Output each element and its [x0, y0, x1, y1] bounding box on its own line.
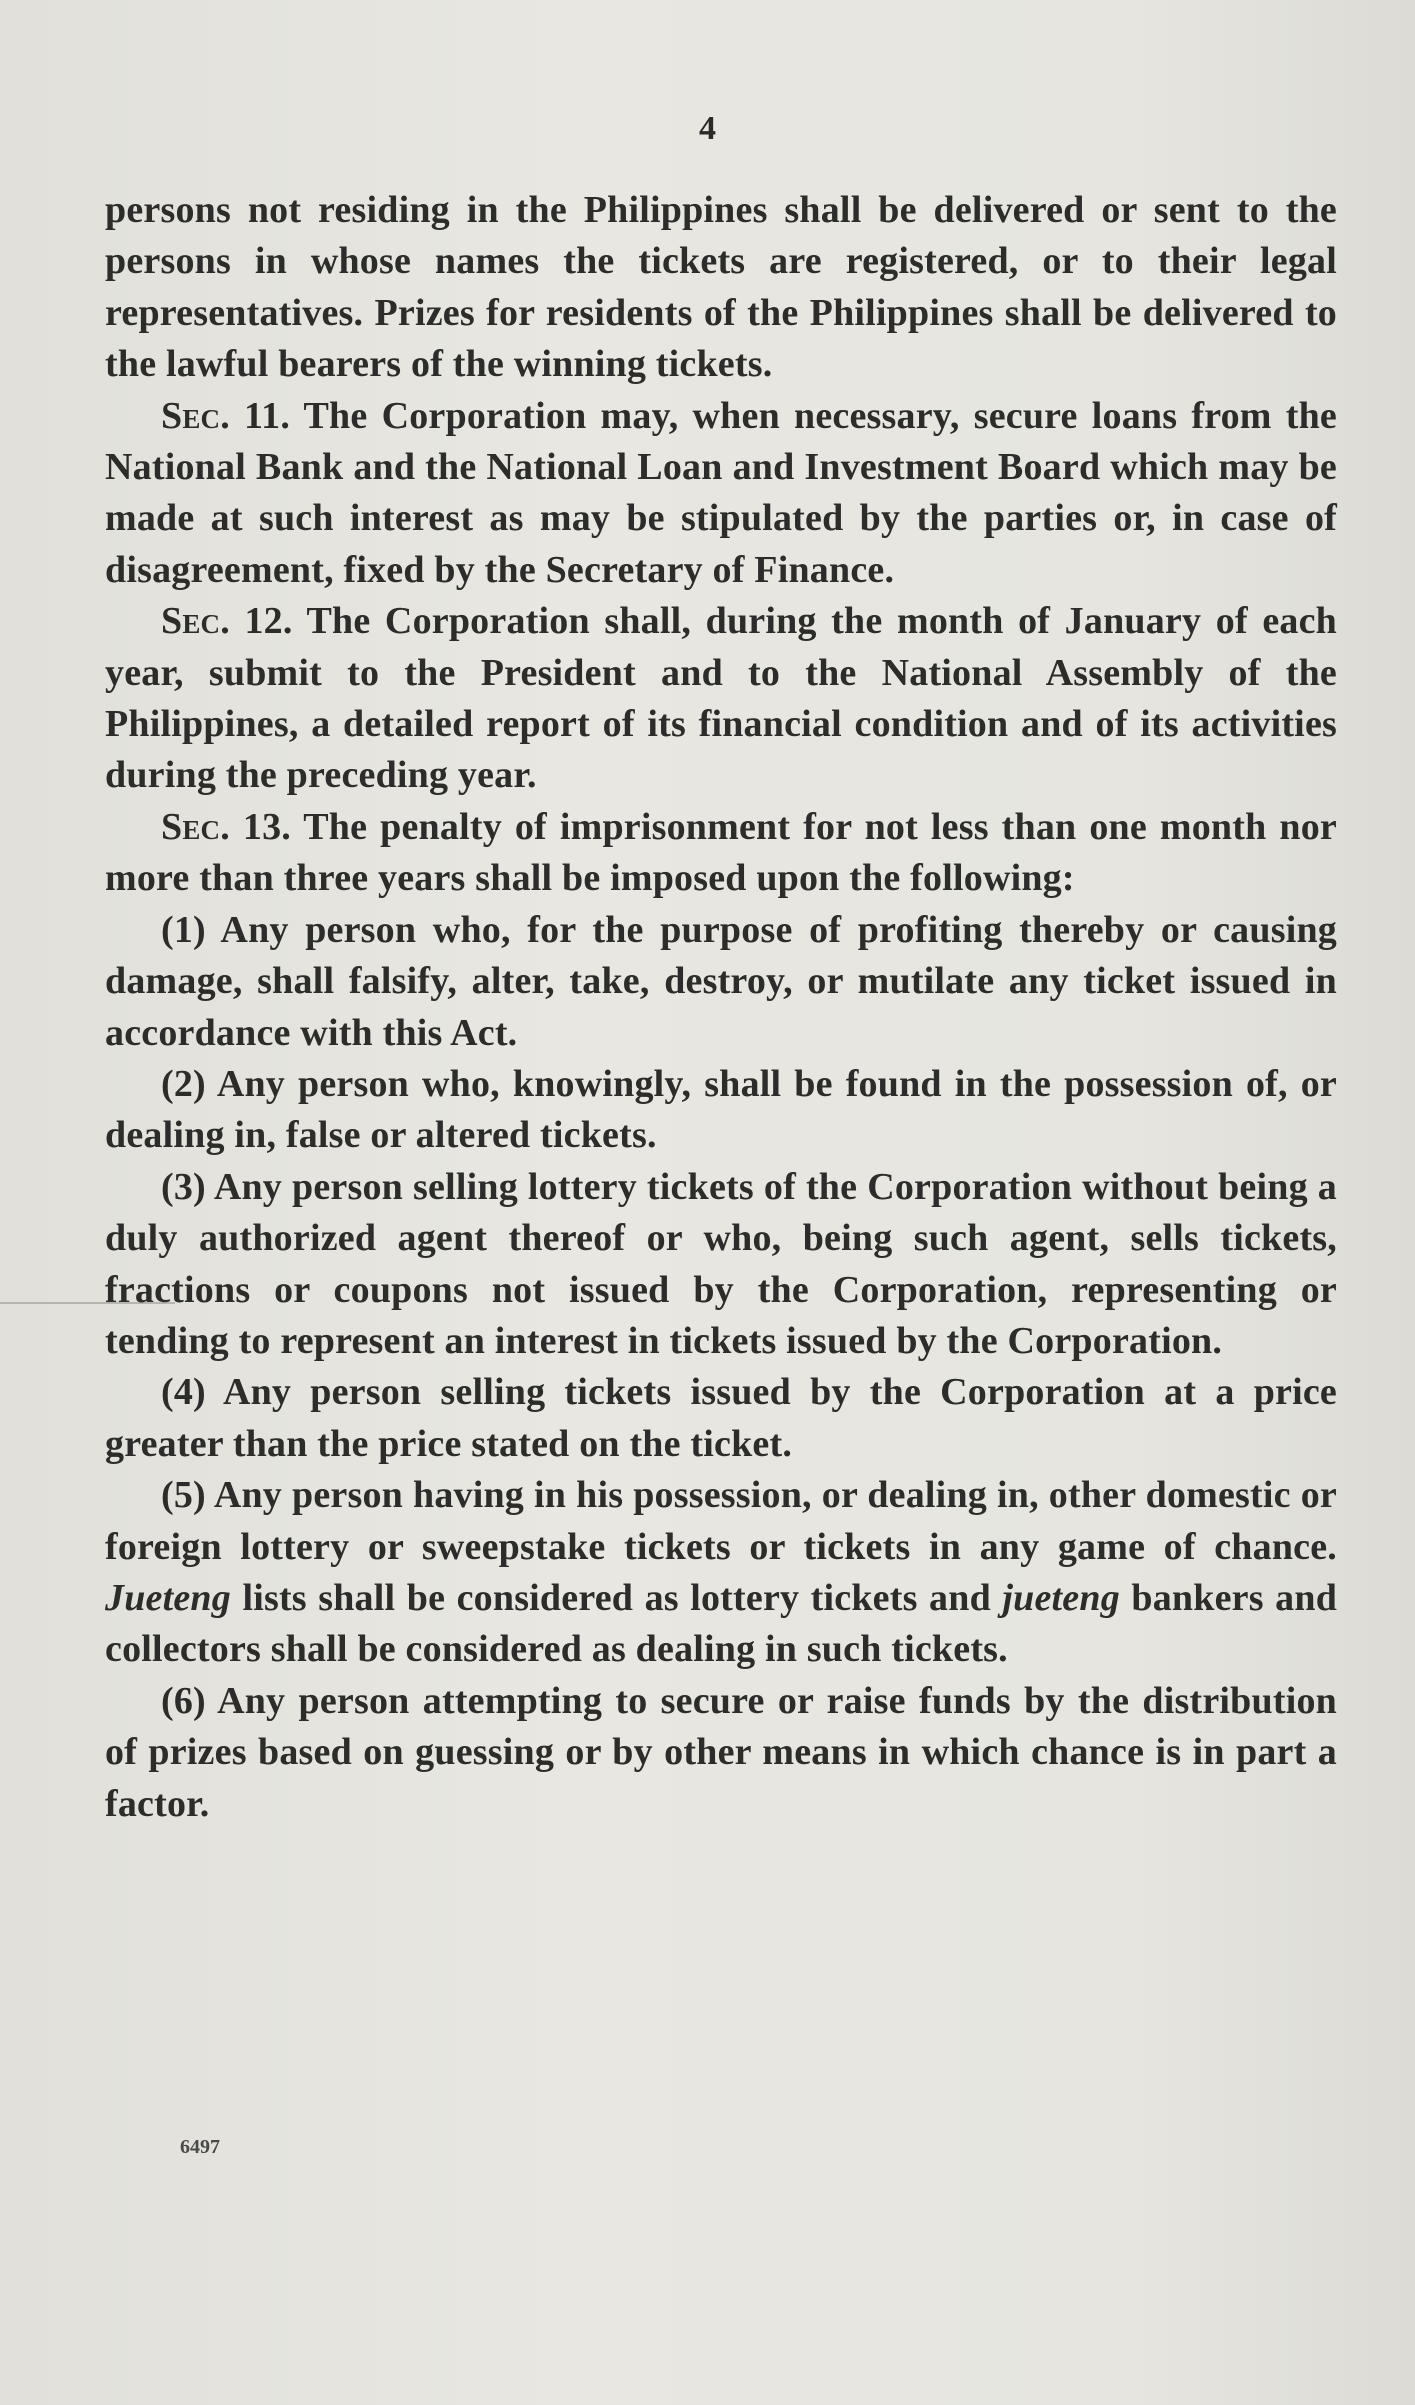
- clause-text: (5) Any person having in his possession, or dealing in, other domestic or foreign lottery or sweepstake tickets or tickets in any game of chance.: [105, 1474, 1337, 1568]
- section-text: The penalty of imprisonment for not less than one month nor more than three years shall be imposed upon the following:: [105, 805, 1337, 900]
- print-code: 6497: [180, 2136, 220, 2158]
- section-label: Sec. 13.: [161, 805, 291, 848]
- clause-text: lists shall be considered as lottery tickets and: [242, 1576, 991, 1619]
- section-text: The Corporation may, when necessary, secure loans from the National Bank and the National Loan and Investment Board which may be made at such interest as may be stipulated by the parties or, in case of disagreement, fixed by the Secretary of Finance.: [105, 394, 1337, 591]
- italic-term: Jueteng: [105, 1576, 231, 1619]
- section-text: The Corporation shall, during the month of January of each year, submit to the President and to the National Assembly of the Philippines, a detailed report of its financial condition and of its activities during the preceding year.: [105, 600, 1337, 797]
- clause-4: (4) Any person selling tickets issued by the Corporation at a price greater than the price stated on the ticket.: [105, 1371, 1337, 1465]
- section-13: [105, 802, 1337, 905]
- clause-2: (2) Any person who, knowingly, shall be found in the possession of, or dealing in, false or altered tickets.: [105, 1062, 1337, 1157]
- italic-term: jueteng: [1002, 1576, 1120, 1619]
- clause-3: (3) Any person selling lottery tickets of the Corporation without being a duly authorized agent thereof or who, being such agent, sells tickets, fractions or coupons not issued by the Corporation, representing or tending to represent an interest in tickets issued by the Corporation.: [105, 1165, 1337, 1362]
- clause-text: bankers and collectors shall be considered as dealing in such tickets.: [105, 1576, 1338, 1671]
- section-12: [105, 596, 1337, 802]
- section-11: [105, 391, 1337, 597]
- section-label: Sec. 11.: [161, 394, 291, 437]
- document-body: [105, 185, 1337, 1830]
- clause-6: (6) Any person attempting to secure or raise funds by the distribution of prizes based on guessing or by other means in which chance is in part a factor.: [105, 1679, 1337, 1825]
- clause-5: [105, 1470, 1337, 1676]
- clause-1: (1) Any person who, for the purpose of profiting thereby or causing damage, shall falsify, alter, take, destroy, or mutilate any ticket issued in accordance with this Act.: [105, 908, 1337, 1054]
- section-label: Sec. 12.: [161, 600, 293, 643]
- page-number: 4: [699, 110, 716, 147]
- paragraph-continuation: persons not residing in the Philippines shall be delivered or sent to the persons in whose names the tickets are registered, or to their legal representatives. Prizes for residents of the Philippines shall be delivered to the lawful bearers of the winning tickets.: [105, 189, 1337, 386]
